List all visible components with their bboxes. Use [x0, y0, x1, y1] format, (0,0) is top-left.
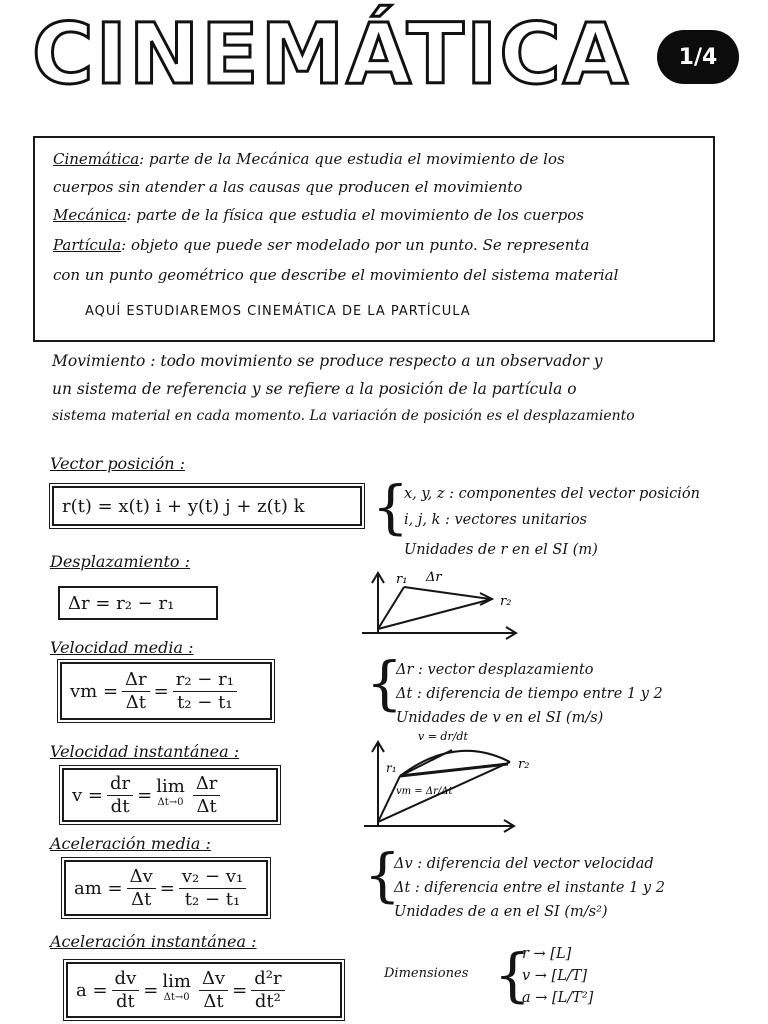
heading-vector-posicion: Vector posición :	[50, 454, 186, 473]
fraction-delta-v-delta-t: $\frac{\Delta v}{\Delta t}$	[127, 866, 156, 911]
definitions-box	[33, 136, 715, 342]
label-v: v = dr/dt	[418, 730, 468, 743]
formula-velocidad-instantanea: v = $\frac{dr}{dt}$ = lim Δt→0 $\frac{\Delta r}{\Delta t}$	[62, 768, 278, 822]
note-vector-desplazamiento: Δr : vector desplazamiento	[396, 662, 594, 678]
brace-vector-posicion: {	[372, 473, 409, 541]
dimension-v: v → [L/T]	[522, 968, 588, 984]
movimiento-line-1: Movimiento : todo movimiento se produce respecto a un observador y	[52, 352, 603, 370]
vector-r1	[378, 776, 400, 822]
emphasis-note: AQUÍ ESTUDIAREMOS CINEMÁTICA DE LA PARTÍCULA	[85, 304, 471, 319]
fraction-delta-r-delta-t: $\frac{\Delta r}{\Delta t}$	[122, 669, 150, 714]
formula-aceleracion-media: am = $\frac{\Delta v}{\Delta t}$ = $\frac{\text{v₂ − v₁}}{\text{t₂ − t₁}}$	[64, 860, 268, 916]
page-title: CINEMÁTICA	[32, 5, 630, 103]
heading-aceleracion-media: Aceleración media :	[50, 834, 211, 853]
formula-aceleracion-instantanea: a = $\frac{dv}{dt}$ = lim Δt→0 $\frac{\Delta v}{\Delta t}$ = $\frac{\text{d²r}}{\text{dt²}}$	[66, 962, 342, 1018]
heading-velocidad-instantanea: Velocidad instantánea :	[50, 742, 240, 761]
note-diferencia-instante: Δt : diferencia entre el instante 1 y 2	[394, 880, 665, 896]
movimiento-line-2: un sistema de referencia y se refiere a la posición de la partícula o	[52, 380, 577, 398]
vector-r2	[378, 599, 492, 629]
limit-operator: lim Δt→0	[162, 971, 191, 1003]
note-unidades-v: Unidades de v en el SI (m/s)	[396, 710, 604, 726]
definition-mecanica: Mecánica: parte de la física que estudia el movimiento de los cuerpos	[53, 206, 584, 224]
label-delta-r: Δr	[426, 570, 442, 585]
note-unidades-r: Unidades de r en el SI (m)	[404, 542, 598, 558]
note-unidades-a: Unidades de a en el SI (m/s²)	[394, 904, 608, 920]
brace-dimensiones: {	[494, 941, 531, 1009]
label-r1: r₁	[396, 572, 408, 587]
heading-velocidad-media: Velocidad media :	[50, 638, 194, 657]
fraction-r2-r1: $\frac{\text{r₂ − r₁}}{\text{t₂ − t₁}}$	[173, 669, 237, 714]
limit-operator: lim Δt→0	[156, 776, 185, 808]
fraction-delta-r-delta-t-limit: $\frac{\Delta r}{\Delta t}$	[193, 773, 221, 818]
definition-particula: Partícula: objeto que puede ser modelado por un punto. Se representa	[53, 236, 590, 254]
brace-velocidad-media: {	[366, 649, 403, 717]
displacement-diagram	[360, 565, 530, 645]
fraction-d2r-dt2: $\frac{\text{d²r}}{\text{dt²}}$	[251, 968, 284, 1013]
note-diferencia-velocidad: Δv : diferencia del vector velocidad	[394, 856, 654, 872]
heading-aceleracion-instantanea: Aceleración instantánea :	[50, 932, 257, 951]
label-r2: r₂	[518, 757, 530, 772]
trajectory-curve	[400, 751, 510, 776]
am-lhs: am =	[74, 877, 123, 899]
vm-lhs: vm =	[70, 680, 119, 702]
vector-delta-r	[404, 587, 490, 599]
label-r1: r₁	[386, 761, 397, 775]
movimiento-line-3: sistema material en cada momento. La variación de posición es el desplazamiento	[52, 408, 635, 424]
fraction-dv-dt: $\frac{dv}{dt}$	[112, 968, 140, 1013]
velocity-diagram	[360, 726, 540, 836]
formula-vector-posicion: r(t) = x(t) i + y(t) j + z(t) k	[52, 486, 362, 526]
formula-desplazamiento: Δr = r₂ − r₁	[58, 586, 218, 620]
note-componentes: x, y, z : componentes del vector posición	[404, 486, 700, 502]
fraction-v2-v1: $\frac{\text{v₂ − v₁}}{\text{t₂ − t₁}}$	[179, 866, 246, 911]
dimensiones-label: Dimensiones	[384, 966, 469, 981]
brace-aceleracion-media: {	[364, 841, 401, 909]
definition-cinematica: Cinemática: parte de la Mecánica que estudia el movimiento de los	[53, 150, 565, 168]
page-counter-badge: 1/4	[657, 30, 739, 84]
label-vm: vm = Δr/Δt	[396, 786, 453, 797]
heading-desplazamiento: Desplazamiento :	[50, 552, 190, 571]
a-lhs: a =	[76, 979, 108, 1001]
v-lhs: v =	[72, 784, 103, 806]
fraction-delta-v-delta-t-limit: $\frac{\Delta v}{\Delta t}$	[199, 968, 228, 1013]
note-vectores-unitarios: i, j, k : vectores unitarios	[404, 512, 587, 528]
dimension-a: a → [L/T²]	[522, 990, 594, 1006]
definition-cinematica-cont: cuerpos sin atender a las causas que producen el movimiento	[53, 178, 523, 196]
definition-particula-cont: con un punto geométrico que describe el movimiento del sistema material	[53, 266, 619, 284]
note-diferencia-tiempo: Δt : diferencia de tiempo entre 1 y 2	[396, 686, 663, 702]
formula-velocidad-media: vm = $\frac{\Delta r}{\Delta t}$ = $\frac{\text{r₂ − r₁}}{\text{t₂ − t₁}}$	[60, 662, 272, 720]
dimension-r: r → [L]	[522, 946, 572, 962]
label-r2: r₂	[500, 594, 512, 609]
fraction-dr-dt: $\frac{dr}{dt}$	[107, 773, 133, 818]
